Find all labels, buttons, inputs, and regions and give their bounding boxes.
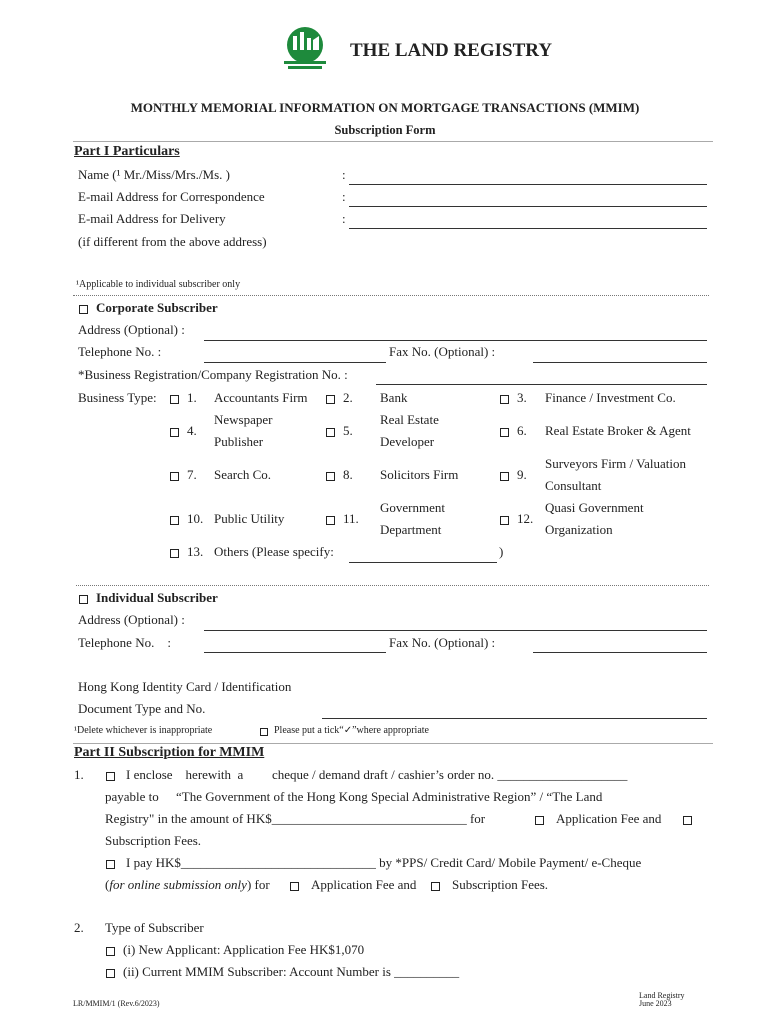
item1-number: 1.: [74, 767, 84, 782]
email-delivery-note: (if different from the above address): [78, 234, 267, 249]
business-type-11-checkbox[interactable]: [326, 516, 335, 525]
new-applicant-label: (i) New Applicant: Application Fee HK$1,070: [123, 942, 365, 957]
business-type-5-label: Real Estate: [380, 412, 439, 427]
pay-subscription-fee-checkbox[interactable]: [431, 882, 440, 891]
business-type-12-number: 12.: [517, 511, 534, 526]
email-correspondence-field[interactable]: [349, 206, 707, 207]
corporate-checkbox[interactable]: [79, 305, 88, 314]
item1-pay-subscription-fees-label: Subscription Fees.: [452, 877, 549, 892]
others-close-paren: ): [499, 544, 504, 559]
land-registry-logo: [281, 26, 329, 70]
corporate-telephone-label: Telephone No. :: [78, 344, 162, 359]
br-field[interactable]: [376, 384, 707, 385]
individual-telephone-field[interactable]: [204, 652, 386, 653]
colon: :: [342, 211, 346, 226]
business-type-1-label: Accountants Firm: [214, 390, 308, 405]
business-type-6-number: 6.: [517, 423, 527, 438]
colon: :: [342, 189, 346, 204]
item1-online-note: [105, 877, 270, 893]
business-type-13-checkbox[interactable]: [170, 549, 179, 558]
individual-fax-field[interactable]: [533, 652, 707, 653]
item1-application-fee-label: Application Fee and: [556, 811, 662, 826]
dotted-divider: [76, 585, 709, 586]
individual-checkbox[interactable]: [79, 595, 88, 604]
current-subscriber-checkbox[interactable]: [106, 969, 115, 978]
form-subtitle: Subscription Form: [334, 123, 436, 137]
form-code: LR/MMIM/1 (Rev.6/2023): [73, 999, 160, 1008]
business-type-12-label: Quasi Government: [545, 500, 644, 515]
business-type-6-label: Real Estate Broker & Agent: [545, 423, 691, 438]
name-field[interactable]: [349, 184, 707, 185]
business-type-10-checkbox[interactable]: [170, 516, 179, 525]
org-title: THE LAND REGISTRY: [350, 40, 553, 61]
item1-pay-application-fee-label: Application Fee and: [311, 877, 417, 892]
business-type-3-label: Finance / Investment Co.: [545, 390, 676, 405]
form-title: MONTHLY MEMORIAL INFORMATION ON MORTGAGE TRANSACTIONS (MMIM): [130, 100, 640, 115]
business-type-11-label: Government: [380, 500, 445, 515]
item2-heading: Type of Subscriber: [105, 920, 204, 935]
business-type-2-number: 2.: [343, 390, 353, 405]
business-type-10-label: Public Utility: [214, 511, 285, 526]
item1-online-close: ) for: [246, 877, 270, 892]
business-type-12-label-2: Organization: [545, 522, 613, 537]
item1-payee-text: “The Government of the Hong Kong Special Administrative Region” / “The Land: [176, 789, 603, 804]
item1-subscription-fees-label: Subscription Fees.: [105, 833, 202, 848]
business-type-6-checkbox[interactable]: [500, 428, 509, 437]
hkid-label-2: Document Type and No.: [78, 701, 206, 716]
business-type-8-label: Solicitors Firm: [380, 467, 459, 482]
business-type-9-label-2: Consultant: [545, 478, 602, 493]
corporate-fax-field[interactable]: [533, 362, 707, 363]
tick-sample-box: [260, 728, 268, 736]
business-type-12-checkbox[interactable]: [500, 516, 509, 525]
corporate-fax-label: Fax No. (Optional) :: [389, 344, 496, 359]
individual-address-field[interactable]: [204, 630, 707, 631]
name-label: Name (¹ Mr./Miss/Mrs./Ms. ): [78, 167, 230, 182]
business-type-11-label-2: Department: [380, 522, 442, 537]
business-type-4-label-2: Publisher: [214, 434, 264, 449]
business-type-2-checkbox[interactable]: [326, 395, 335, 404]
item1-online-italic: for online submission only: [109, 877, 247, 892]
business-type-9-number: 9.: [517, 467, 527, 482]
business-type-13-label: Others (Please specify:: [214, 544, 334, 559]
current-subscriber-label: (ii) Current MMIM Subscriber: Account Number is __________: [123, 964, 460, 979]
business-type-7-checkbox[interactable]: [170, 472, 179, 481]
hkid-field[interactable]: [322, 718, 707, 719]
hkid-label-1: Hong Kong Identity Card / Identification: [78, 679, 292, 694]
header-divider: [73, 141, 713, 142]
business-type-8-number: 8.: [343, 467, 353, 482]
br-label: *Business Registration/Company Registration No. :: [78, 367, 348, 382]
item1-cheque-text: cheque / demand draft / cashier’s order no. ____________________: [272, 767, 628, 782]
corporate-telephone-field[interactable]: [204, 362, 386, 363]
business-type-4-number: 4.: [187, 423, 197, 438]
note-tick: Please put a tick“✓”where appropriate: [274, 725, 429, 736]
item1-pay-text: I pay HK$______________________________ by *PPS/ Credit Card/ Mobile Payment/ e-Cheque: [126, 855, 642, 870]
business-type-4-checkbox[interactable]: [170, 428, 179, 437]
enclose-application-fee-checkbox[interactable]: [535, 816, 544, 825]
individual-heading: Individual Subscriber: [96, 590, 218, 605]
item1-enclose-text: I enclose herewith a: [126, 767, 244, 782]
email-correspondence-label: E-mail Address for Correspondence: [78, 189, 265, 204]
individual-telephone-label: Telephone No. :: [78, 635, 171, 650]
business-type-1-checkbox[interactable]: [170, 395, 179, 404]
pay-online-checkbox[interactable]: [106, 860, 115, 869]
corporate-address-field[interactable]: [204, 340, 707, 341]
business-type-13-number: 13.: [187, 544, 204, 559]
business-type-9-label: Surveyors Firm / Valuation: [545, 456, 686, 471]
business-type-5-number: 5.: [343, 423, 353, 438]
item1-online-open: (: [105, 877, 110, 892]
others-specify-field[interactable]: [349, 562, 497, 563]
business-type-4-label: Newspaper: [214, 412, 273, 427]
part2-divider: [73, 743, 713, 744]
enclose-subscription-fee-checkbox[interactable]: [683, 816, 692, 825]
new-applicant-checkbox[interactable]: [106, 947, 115, 956]
item2-number: 2.: [74, 920, 84, 935]
business-type-5-checkbox[interactable]: [326, 428, 335, 437]
email-delivery-field[interactable]: [349, 228, 707, 229]
business-type-3-number: 3.: [517, 390, 527, 405]
note-delete: ¹Delete whichever is inappropriate: [74, 725, 213, 736]
item1-amount-text: Registry" in the amount of HK$______________________________ for: [105, 811, 486, 826]
business-type-10-number: 10.: [187, 511, 204, 526]
corporate-address-label: Address (Optional) :: [78, 322, 185, 337]
business-type-1-number: 1.: [187, 390, 197, 405]
corporate-heading: Corporate Subscriber: [96, 300, 218, 315]
pay-application-fee-checkbox[interactable]: [290, 882, 299, 891]
enclose-checkbox[interactable]: [106, 772, 115, 781]
business-type-11-number: 11.: [343, 511, 359, 526]
business-type-7-number: 7.: [187, 467, 197, 482]
business-type-7-label: Search Co.: [214, 467, 272, 482]
business-type-3-checkbox[interactable]: [500, 395, 509, 404]
footer-right-1: Land Registry: [639, 991, 685, 1000]
business-type-8-checkbox[interactable]: [326, 472, 335, 481]
email-delivery-label: E-mail Address for Delivery: [78, 211, 226, 226]
part2-heading: Part II Subscription for MMIM: [74, 745, 265, 760]
business-type-label: Business Type:: [78, 390, 157, 405]
footnote-individual: ¹Applicable to individual subscriber only: [76, 279, 241, 290]
footer-right-2: June 2023: [639, 999, 672, 1008]
business-type-2-label: Bank: [380, 390, 408, 405]
business-type-5-label-2: Developer: [380, 434, 435, 449]
part1-heading: Part I Particulars: [74, 144, 180, 159]
business-type-9-checkbox[interactable]: [500, 472, 509, 481]
dotted-divider: [73, 295, 709, 296]
colon: :: [342, 167, 346, 182]
individual-address-label: Address (Optional) :: [78, 612, 185, 627]
individual-fax-label: Fax No. (Optional) :: [389, 635, 496, 650]
item1-payable-label: payable to: [105, 789, 159, 804]
